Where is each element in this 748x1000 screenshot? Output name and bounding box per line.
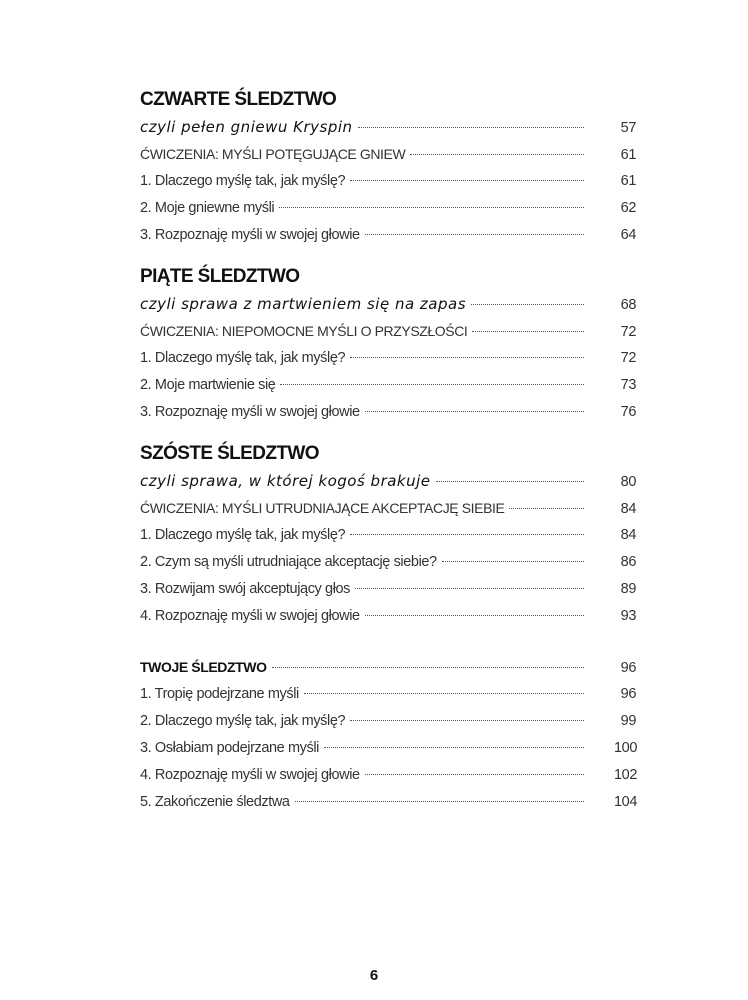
toc-entry xyxy=(140,291,636,318)
entry-page: 76 xyxy=(620,404,636,420)
toc-entry xyxy=(140,141,636,168)
toc-entry xyxy=(140,168,636,195)
dot-leader xyxy=(471,304,584,305)
page-number: 6 xyxy=(369,967,379,984)
toc-entry xyxy=(140,399,636,426)
entry-page: 104 xyxy=(614,794,637,810)
entry-title: 3. Rozpoznaję myśli w swojej głowie xyxy=(140,404,360,420)
toc-entry xyxy=(140,114,636,141)
entry-page: 61 xyxy=(620,147,636,163)
entry-page: 61 xyxy=(620,173,636,189)
toc-entry xyxy=(140,576,636,603)
entry-page: 89 xyxy=(620,581,636,597)
entry-page: 84 xyxy=(620,527,636,543)
entry-page: 96 xyxy=(620,660,636,676)
entry-title: 3. Rozwijam swój akceptujący głos xyxy=(140,581,351,597)
dot-leader xyxy=(280,384,584,385)
section-heading: CZWARTE ŚLEDZTWO xyxy=(140,89,337,110)
toc-entry xyxy=(140,318,636,345)
entry-title: 1. Dlaczego myślę tak, jak myślę? xyxy=(140,173,346,189)
entry-title: 1. Dlaczego myślę tak, jak myślę? xyxy=(140,350,346,366)
toc-section xyxy=(140,654,636,816)
toc-entry xyxy=(140,195,636,222)
entry-title: ĆWICZENIA: MYŚLI UTRUDNIAJĄCE AKCEPTACJĘ SIEBIE xyxy=(140,500,505,516)
dot-leader xyxy=(509,508,584,509)
entry-title: czyli sprawa, w której kogoś brakuje xyxy=(140,472,431,490)
entry-page: 86 xyxy=(620,554,636,570)
entry-page: 64 xyxy=(620,227,636,243)
dot-leader xyxy=(410,154,584,155)
entry-page: 72 xyxy=(620,324,636,340)
toc-entry xyxy=(140,681,636,708)
entry-page: 80 xyxy=(620,474,636,490)
entry-title: 3. Rozpoznaję myśli w swojej głowie xyxy=(140,227,360,243)
entry-title: 4. Rozpoznaję myśli w swojej głowie xyxy=(140,767,360,783)
entry-page: 99 xyxy=(620,713,636,729)
entry-title: czyli sprawa z martwieniem się na zapas xyxy=(140,295,467,313)
dot-leader xyxy=(350,357,584,358)
dot-leader xyxy=(304,693,584,694)
dot-leader xyxy=(272,667,584,668)
entry-page: 68 xyxy=(620,297,636,313)
table-of-contents xyxy=(140,86,636,830)
entry-title: 2. Moje martwienie się xyxy=(140,377,276,393)
dot-leader xyxy=(350,534,584,535)
entry-title: ĆWICZENIA: NIEPOMOCNE MYŚLI O PRZYSZŁOŚCI xyxy=(140,323,468,339)
dot-leader xyxy=(442,561,584,562)
dot-leader xyxy=(355,588,584,589)
toc-entry xyxy=(140,762,636,789)
entry-title: 3. Osłabiam podejrzane myśli xyxy=(140,740,319,756)
toc-entry xyxy=(140,603,636,630)
entry-title: 1. Tropię podejrzane myśli xyxy=(140,686,299,702)
dot-leader xyxy=(472,331,584,332)
dot-leader xyxy=(365,774,584,775)
entry-title: 2. Czym są myśli utrudniające akceptację siebie? xyxy=(140,554,437,570)
entry-page: 100 xyxy=(614,740,637,756)
dot-leader xyxy=(295,801,584,802)
toc-entry xyxy=(140,222,636,249)
toc-entry xyxy=(140,372,636,399)
toc-entry xyxy=(140,495,636,522)
toc-entry xyxy=(140,654,636,681)
toc-entry xyxy=(140,549,636,576)
dot-leader xyxy=(279,207,584,208)
toc-entry xyxy=(140,708,636,735)
toc-entry xyxy=(140,345,636,372)
entry-title: 2. Dlaczego myślę tak, jak myślę? xyxy=(140,713,346,729)
entry-title: 2. Moje gniewne myśli xyxy=(140,200,275,216)
entry-page: 73 xyxy=(620,377,636,393)
entry-title: czyli pełen gniewu Kryspin xyxy=(140,118,353,136)
dot-leader xyxy=(365,615,584,616)
entry-page: 93 xyxy=(620,608,636,624)
section-heading: SZÓSTE ŚLEDZTWO xyxy=(140,443,319,464)
toc-entry xyxy=(140,789,636,816)
dot-leader xyxy=(324,747,584,748)
entry-page: 84 xyxy=(620,501,636,517)
entry-title: 1. Dlaczego myślę tak, jak myślę? xyxy=(140,527,346,543)
dot-leader xyxy=(365,411,584,412)
toc-section xyxy=(140,263,636,426)
dot-leader xyxy=(436,481,584,482)
entry-title: 4. Rozpoznaję myśli w swojej głowie xyxy=(140,608,360,624)
dot-leader xyxy=(350,720,584,721)
toc-section xyxy=(140,86,636,249)
toc-section xyxy=(140,440,636,630)
toc-entry xyxy=(140,522,636,549)
toc-entry xyxy=(140,735,636,762)
entry-page: 96 xyxy=(620,686,636,702)
entry-page: 102 xyxy=(614,767,637,783)
entry-title: TWOJE ŚLEDZTWO xyxy=(140,659,267,675)
dot-leader xyxy=(358,127,584,128)
section-heading: PIĄTE ŚLEDZTWO xyxy=(140,266,300,287)
entry-page: 62 xyxy=(620,200,636,216)
dot-leader xyxy=(365,234,584,235)
entry-page: 72 xyxy=(620,350,636,366)
entry-title: ĆWICZENIA: MYŚLI POTĘGUJĄCE GNIEW xyxy=(140,146,406,162)
entry-title: 5. Zakończenie śledztwa xyxy=(140,794,290,810)
toc-entry xyxy=(140,468,636,495)
entry-page: 57 xyxy=(620,120,636,136)
dot-leader xyxy=(350,180,584,181)
